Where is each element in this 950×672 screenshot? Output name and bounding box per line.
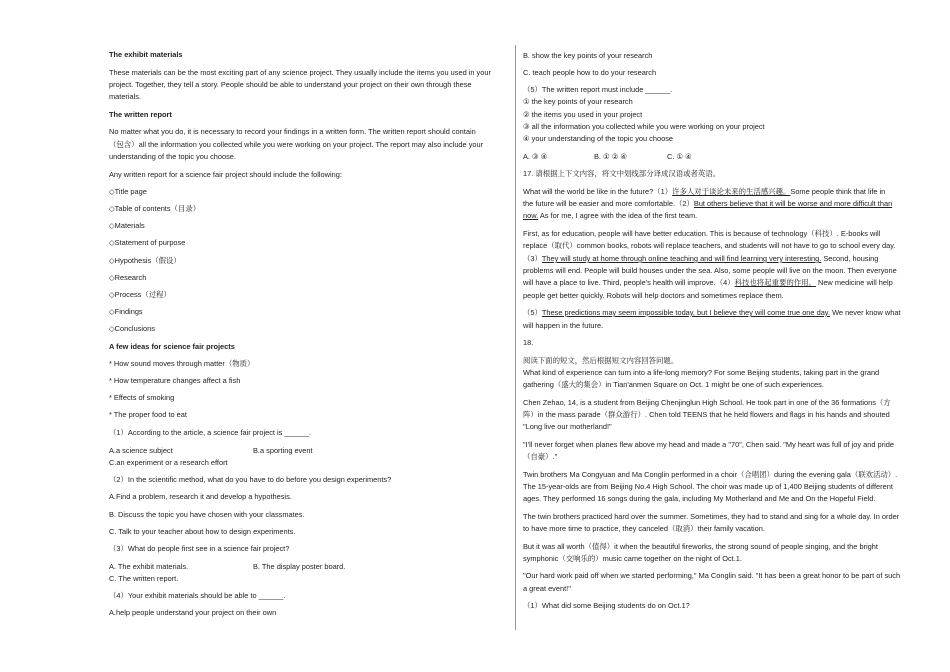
paragraph-line: These materials can be the most exciting part of any science project. They usually include the items you used in your [109,68,491,77]
option-c: C. ① ④ [667,152,692,161]
option-b: B. Discuss the topic you have chosen with your classmates. [109,510,305,519]
paragraph-line: Twin brothers Ma Congyuan and Ma Conglin performed in a choir（合唱团）during the evening gala（联欢活动）. [523,470,898,479]
list-item: ◇Process（过程） [109,290,171,299]
paragraph-line [523,277,893,289]
text-run: the future will be easier and more comfortable.（2） [523,199,694,208]
option-c: C. teach people how to do your research [523,68,657,77]
paragraph-line: symphonic（交响乐的）music came together on the night of Oct.1. [523,554,742,563]
list-item: * How sound moves through matter（物质） [109,359,255,368]
paragraph-line: 阵）in the mass parade（群众游行）. Chen told TEENS that he held flowers and flags in his hands and shouted [523,410,890,419]
question-4: （4）Your exhibit materials should be able to ______. [109,591,286,600]
paragraph-line: The 15-year-olds are from Beijing No.4 High School. The choir was made up of 1,400 Beijing students of different [523,482,893,491]
option-c: C.an experiment or a research effort [109,458,228,467]
heading-exhibit-materials: The exhibit materials [109,50,183,59]
paragraph-line: understanding of the topic you choose. [109,152,236,161]
paragraph-line: "Our hard work paid off when we started performing," Ma Conglin said. "It has been a great honor to be part of such [523,571,901,580]
list-item: ◇Materials [109,221,145,230]
underlined-text: 科技也将起重要的作用。 [734,278,816,287]
list-item: ◇Research [109,273,147,282]
heading-written-report: The written report [109,110,172,119]
underlined-text: now. [523,211,539,220]
paragraph-line: Any written report for a science fair project should include the following: [109,170,342,179]
option-b: B. show the key points of your research [523,51,653,60]
option-c: C. Talk to your teacher about how to design experiments. [109,527,296,536]
option-a: A.Find a problem, research it and develop a hypothesis. [109,492,292,501]
question-18: 18. [523,338,534,347]
paragraph-line: "I'll never forget when planes flew above my head and made a "70", Chen said. "My heart was full of joy and pride [523,440,894,449]
paragraph-line: replace（取代）common books, robots will replace teachers, and students will not have to go to school every day. [523,241,896,250]
list-item: ◇Conclusions [109,324,155,333]
paragraph-line: "Long live our motherland!" [523,422,612,431]
paragraph-line: What kind of experience can turn into a life-long memory? For some Beijing students, taking part in the grand [523,368,880,377]
paragraph-line: First, as for education, people will have better education. This is because of technology（科技）. E-books will [523,229,881,238]
question-5: （5）The written report must include ______. [523,85,673,94]
paragraph-line: No matter what you do, it is necessary to record your findings in a written form. The written report should contain [109,127,476,136]
question-17: 17. 请根据上下文内容，将文中划线部分译成汉语或者英语。 [523,169,721,178]
list-item: * How temperature changes affect a fish [109,376,241,385]
underlined-text: These predictions may seem impossible today, but I believe they will come true one day. [541,308,831,317]
option-line [109,561,346,573]
paragraph-line [523,186,885,198]
list-item: ◇Table of contents（目录） [109,204,201,213]
list-item: * Effects of smoking [109,393,175,402]
paragraph-line: ages. They performed 16 songs during the gala, including My Motherland and Me and On the Hopeful Field. [523,494,876,503]
paragraph-line [523,253,878,265]
text-run: Second, housing [821,254,879,263]
option-a: A. ③ ④ [523,152,548,161]
option-c: C. The written report. [109,574,179,583]
paragraph-line: materials. [109,92,142,101]
list-item: * The proper food to eat [109,410,187,419]
paragraph-line [523,198,892,210]
option-b: B. The display poster board. [253,562,346,571]
list-item: ◇Hypothesis（假设） [109,256,181,265]
underlined-text: They will study at home through online teaching and will find learning very interesting. [541,254,822,263]
paragraph-line: will happen in the future. [523,321,604,330]
list-item: ◇Statement of purpose [109,238,186,247]
question-1: （1）According to the article, a science fair project is ______. [109,428,312,437]
paragraph-line: to have more time to practice, they canceled（取消）their family vacation. [523,524,765,533]
option-a: A.help people understand your project on their own [109,608,277,617]
choice-item: ④ your understanding of the topic you choose [523,134,674,143]
paragraph-line: a great event!" [523,584,571,593]
option-a: A.a science subject [109,446,173,455]
choice-item: ③ all the information you collected while you were working on your project [523,122,765,131]
option-a: A. The exhibit materials. [109,562,189,571]
paragraph-line: people get better quickly. Robots will help doctors and sometimes replace them. [523,291,784,300]
column-divider [515,45,516,630]
heading-ideas: A few ideas for science fair projects [109,342,235,351]
text-run: （5） [523,308,542,317]
text-run: As for me, I agree with the idea of the first team. [538,211,698,220]
paragraph-line: （自豪）." [523,452,558,461]
option-line [109,445,313,457]
list-item: ◇Title page [109,187,147,196]
question-18-1: （1）What did some Beijing students do on Oct.1? [523,601,690,610]
paragraph-line [523,210,697,222]
paragraph-line: Chen Zehao, 14, is a student from Beijing Chenjinglun High School. He took part in one of the 36 formations（方 [523,398,891,407]
choice-item: ① the key points of your research [523,97,633,106]
paragraph-line [523,307,901,319]
text-run: What will the world be like in the future?（1） [523,187,673,196]
paragraph-line: problems will end. People will build houses under the sea. Also, some people will live on the moon. Then everyone [523,266,897,275]
paragraph-line: But it was all worth（值得）it when the beautiful fireworks, the strong sound of people singing, and the bright [523,542,878,551]
question-2: （2）In the scientific method, what do you have to do before you design experiments? [109,475,392,484]
option-b: B. ① ② ④ [594,152,628,161]
paragraph-line: project. Together, they tell a story. People should be able to understand your project on their own through these [109,80,472,89]
text-run: We never know what [830,308,901,317]
choice-item: ② the items you used in your project [523,110,643,119]
option-line [523,151,692,163]
list-item: ◇Findings [109,307,143,316]
text-run: New medicine will help [815,278,893,287]
text-run: Some people think that life in [790,187,886,196]
underlined-text: 许多人对于谈论未来的生活感兴趣。 [672,187,791,196]
underlined-text: But others believe that it will be worse and more difficult than [693,199,893,208]
text-run: （3） [523,254,542,263]
paragraph-line: gathering（盛大的集会）in Tian'anmen Square on Oct. 1 might be one of such experiences. [523,380,824,389]
paragraph-line: （包含）all the information you collected while you were working on your project. The report may also include your [109,140,484,149]
paragraph-line: 阅读下面的短文，然后根据短文内容回答问题。 [523,356,679,365]
paragraph-line: The twin brothers practiced hard over the summer. Sometimes, they had to stand and sing for a whole day. In order [523,512,900,521]
question-3: （3）What do people first see in a science fair project? [109,544,290,553]
option-b: B.a sporting event [253,446,313,455]
text-run: will have a place to live. Third, people's health will improve.（4） [523,278,735,287]
